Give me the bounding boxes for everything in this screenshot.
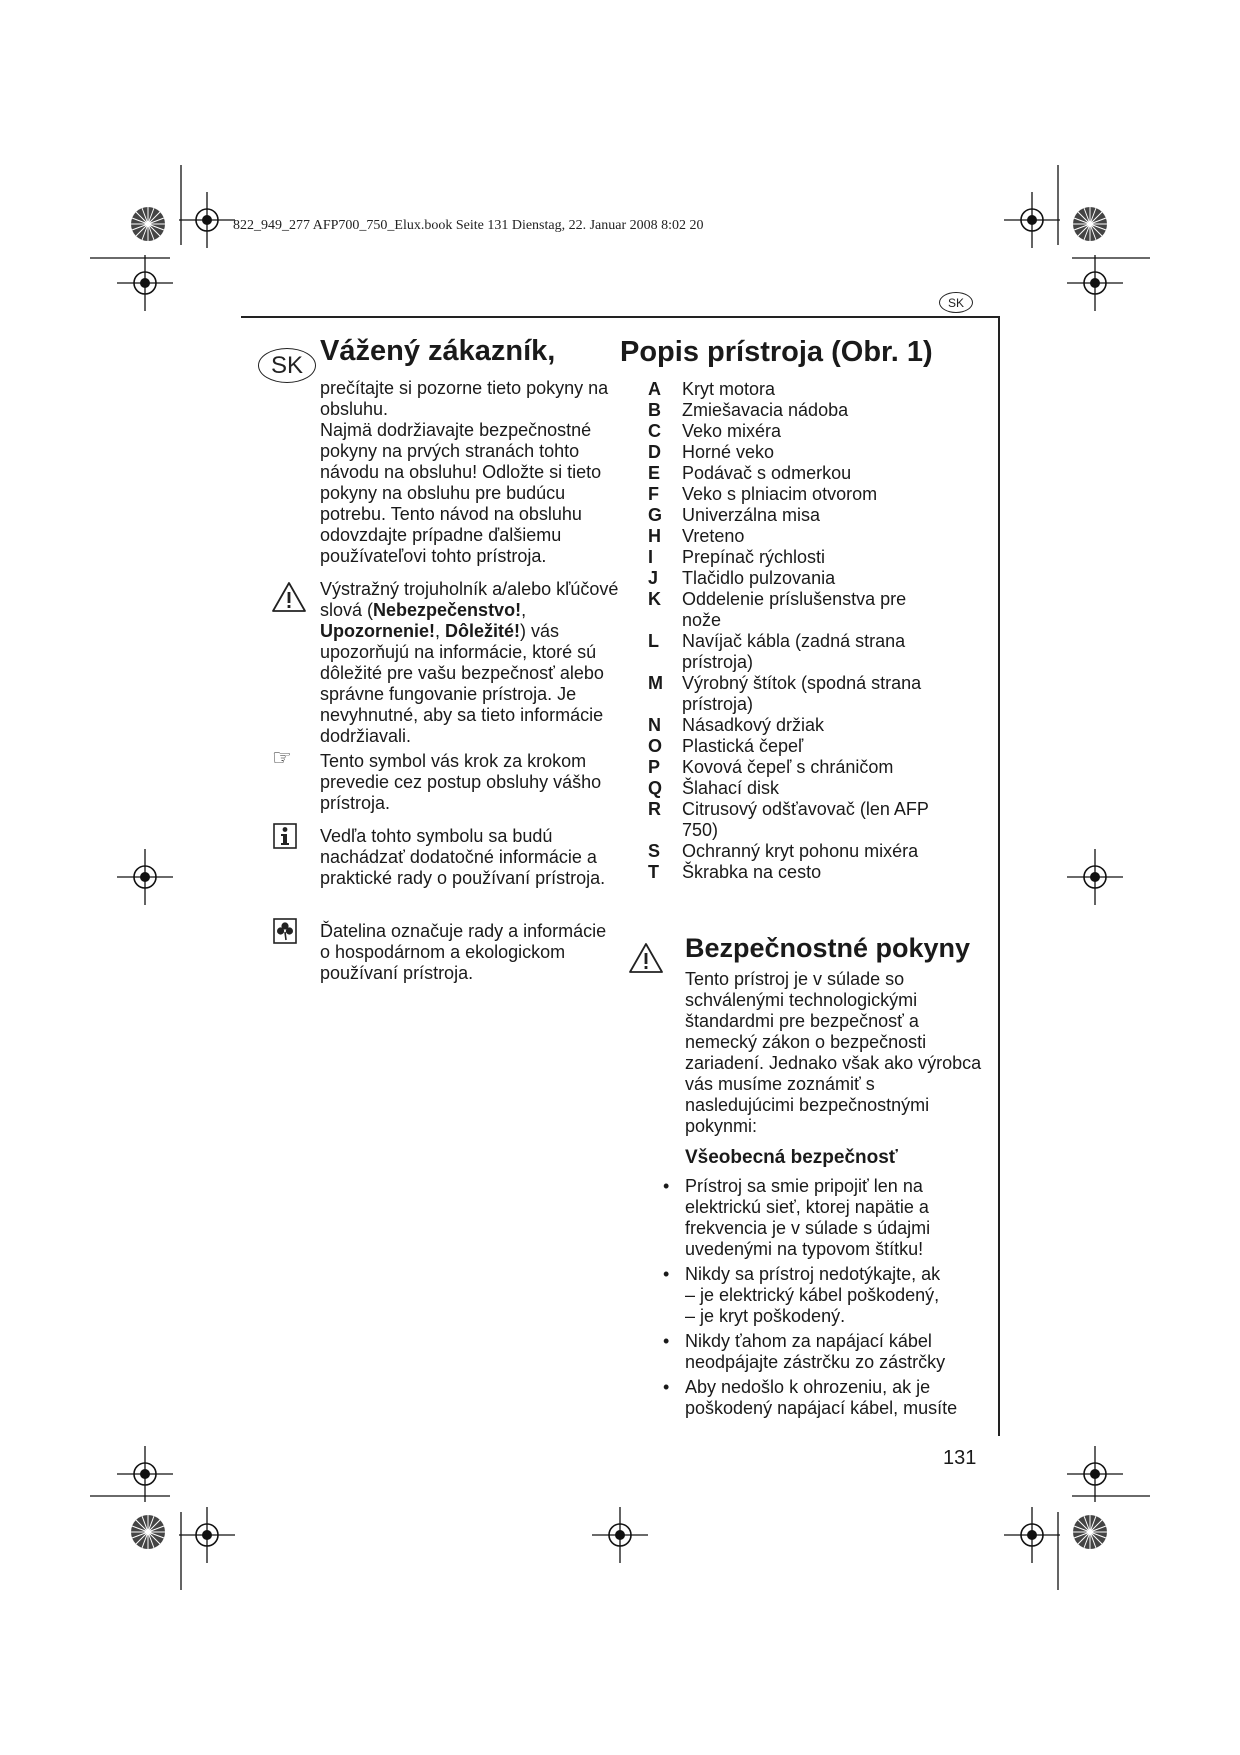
part-letter: Q xyxy=(648,778,663,798)
part-row xyxy=(648,547,948,568)
pointing-hand-icon: ☞ xyxy=(272,746,292,771)
page-number: 131 xyxy=(943,1447,977,1469)
intro-text xyxy=(320,378,620,567)
part-row xyxy=(648,778,948,799)
safety-title: Bezpečnostné pokyny xyxy=(685,933,971,963)
list-item xyxy=(663,1377,983,1419)
part-letter: E xyxy=(648,463,661,483)
warning-post: ) vás upozorňujú na informácie, ktoré sú dôležité pre vašu bezpečnosť alebo správne fungovanie prístroja. Je nevyhnutné, aby sa tieto informácie dodržiavali. xyxy=(320,621,604,746)
warning-text xyxy=(320,579,620,747)
list-item xyxy=(663,1331,983,1373)
part-row xyxy=(648,757,948,778)
part-label: Zmiešavacia nádoba xyxy=(682,400,849,420)
right-rule xyxy=(998,316,1000,1436)
bullet-icon: • xyxy=(663,1264,670,1284)
greeting-title: Vážený zákazník, xyxy=(320,335,556,367)
part-letter: S xyxy=(648,841,661,861)
part-label: Prepínač rýchlosti xyxy=(682,547,826,567)
part-row xyxy=(648,715,948,736)
part-row xyxy=(648,568,948,589)
part-letter: A xyxy=(648,379,661,399)
parts-list xyxy=(648,379,948,883)
bullet-line: Nikdy sa prístroj nedotýkajte, ak xyxy=(685,1264,941,1284)
intro-paragraph: Najmä dodržiavajte bezpečnostné pokyny na prvých stranách tohto návodu na obsluhu! Odložte si tieto pokyny na obsluhu pre budúcu potrebu. Tento návod na obsluhu odovzdajte prípadne ďalšiemu používateľovi tohto prístroja. xyxy=(320,420,602,566)
device-description-title: Popis prístroja (Obr. 1) xyxy=(620,336,933,368)
part-label: Ochranný kryt pohonu mixéra xyxy=(682,841,919,861)
part-letter: O xyxy=(648,736,663,756)
keyword-important: Dôležité! xyxy=(445,621,521,641)
bullet-line: – je kryt poškodený. xyxy=(685,1306,846,1326)
safety-bullets xyxy=(663,1176,983,1423)
part-letter: M xyxy=(648,673,663,693)
bullet-line: Prístroj sa smie pripojiť len na elektrickú sieť, ktorej napätie a frekvencia je v súlade s údajmi uvedenými na typovom štítku! xyxy=(685,1176,931,1259)
part-label: Citrusový odšťavovač (len AFP 750) xyxy=(682,799,929,840)
part-row xyxy=(648,400,948,421)
part-letter: R xyxy=(648,799,661,819)
language-badge-large: SK xyxy=(258,348,316,383)
part-row xyxy=(648,841,948,862)
part-label: Oddelenie príslušenstva pre nože xyxy=(682,589,907,630)
part-letter: H xyxy=(648,526,661,546)
part-label: Škrabka na cesto xyxy=(682,862,822,882)
eco-text: Ďatelina označuje rady a informácie o hospodárnom a ekologickom používaní prístroja. xyxy=(320,921,607,983)
part-row xyxy=(648,463,948,484)
keyword-danger: Nebezpečenstvo! xyxy=(373,600,522,620)
bullet-text xyxy=(685,1176,983,1260)
list-item xyxy=(663,1176,983,1260)
keyword-caution: Upozornenie! xyxy=(320,621,435,641)
part-letter: F xyxy=(648,484,659,504)
part-label: Horné veko xyxy=(682,442,775,462)
part-letter: N xyxy=(648,715,661,735)
bullet-icon: • xyxy=(663,1377,670,1397)
bullet-text xyxy=(685,1264,940,1327)
part-letter: D xyxy=(648,442,661,462)
part-letter: I xyxy=(648,547,654,567)
part-label: Vreteno xyxy=(682,526,745,546)
part-row xyxy=(648,484,948,505)
clover-icon xyxy=(273,918,297,944)
part-row xyxy=(648,736,948,757)
part-label: Kovová čepeľ s chráničom xyxy=(682,757,894,777)
part-row xyxy=(648,526,948,547)
bullet-line: Nikdy ťahom za napájací kábel neodpájajte zástrčku zo zástrčky xyxy=(685,1331,946,1372)
warning-triangle-icon xyxy=(628,942,664,974)
part-label: Násadkový držiak xyxy=(682,715,825,735)
step-text: Tento symbol vás krok za krokom prevedie cez postup obsluhy vášho prístroja. xyxy=(320,751,602,813)
print-header: 822_949_277 AFP700_750_Elux.book Seite 131 Dienstag, 22. Januar 2008 8:02 20 xyxy=(233,218,704,233)
part-letter: L xyxy=(648,631,659,651)
list-item xyxy=(663,1264,983,1327)
bullet-icon: • xyxy=(663,1176,670,1196)
warning-pre: Výstražný trojuholník a/alebo kľúčové slová ( xyxy=(320,579,619,620)
part-letter: G xyxy=(648,505,663,525)
part-letter: T xyxy=(648,862,659,882)
part-letter: B xyxy=(648,400,661,420)
part-row xyxy=(648,673,948,715)
bullet-line: – je elektrický kábel poškodený, xyxy=(685,1285,940,1305)
info-icon xyxy=(273,823,297,849)
warning-triangle-icon xyxy=(271,581,307,613)
part-letter: C xyxy=(648,421,661,441)
part-letter: J xyxy=(648,568,659,588)
part-letter: K xyxy=(648,589,661,609)
part-label: Navíjač kábla (zadná strana prístroja) xyxy=(682,631,906,672)
general-safety-heading: Všeobecná bezpečnosť xyxy=(685,1147,898,1168)
safety-intro: Tento prístroj je v súlade so schválenými technologickými štandardmi pre bezpečnosť a nemecký zákon o bezpečnosti zariadení. Jednako však ako výrobca vás musíme zoznámiť s nasledujúcimi bezpečnostnými pokynmi: xyxy=(685,969,982,1136)
separator: , xyxy=(435,621,446,641)
part-row xyxy=(648,631,948,673)
separator: , xyxy=(521,600,527,620)
part-label: Výrobný štítok (spodná strana prístroja) xyxy=(682,673,922,714)
language-badge: SK xyxy=(939,292,973,313)
intro-line: prečítajte si pozorne tieto pokyny na obsluhu. xyxy=(320,378,609,419)
top-rule xyxy=(241,316,999,318)
part-row xyxy=(648,505,948,526)
part-letter: P xyxy=(648,757,661,777)
info-text: Vedľa tohto symbolu sa budú nachádzať dodatočné informácie a praktické rady o používaní prístroja. xyxy=(320,826,606,888)
part-label: Kryt motora xyxy=(682,379,776,399)
bullet-line: Aby nedošlo k ohrozeniu, ak je poškodený napájací kábel, musíte xyxy=(685,1377,958,1418)
part-row xyxy=(648,421,948,442)
part-label: Plastická čepeľ xyxy=(682,736,804,756)
part-label: Šlahací disk xyxy=(682,778,780,798)
bullet-icon: • xyxy=(663,1331,670,1351)
part-row xyxy=(648,379,948,400)
part-label: Tlačidlo pulzovania xyxy=(682,568,836,588)
bullet-text xyxy=(685,1377,983,1419)
part-row xyxy=(648,862,948,883)
part-label: Podávač s odmerkou xyxy=(682,463,852,483)
part-label: Univerzálna misa xyxy=(682,505,821,525)
part-row xyxy=(648,799,948,841)
part-row xyxy=(648,442,948,463)
warning-paragraph xyxy=(320,579,620,747)
bullet-text xyxy=(685,1331,983,1373)
part-label: Veko s plniacim otvorom xyxy=(682,484,878,504)
part-row xyxy=(648,589,948,631)
part-label: Veko mixéra xyxy=(682,421,782,441)
